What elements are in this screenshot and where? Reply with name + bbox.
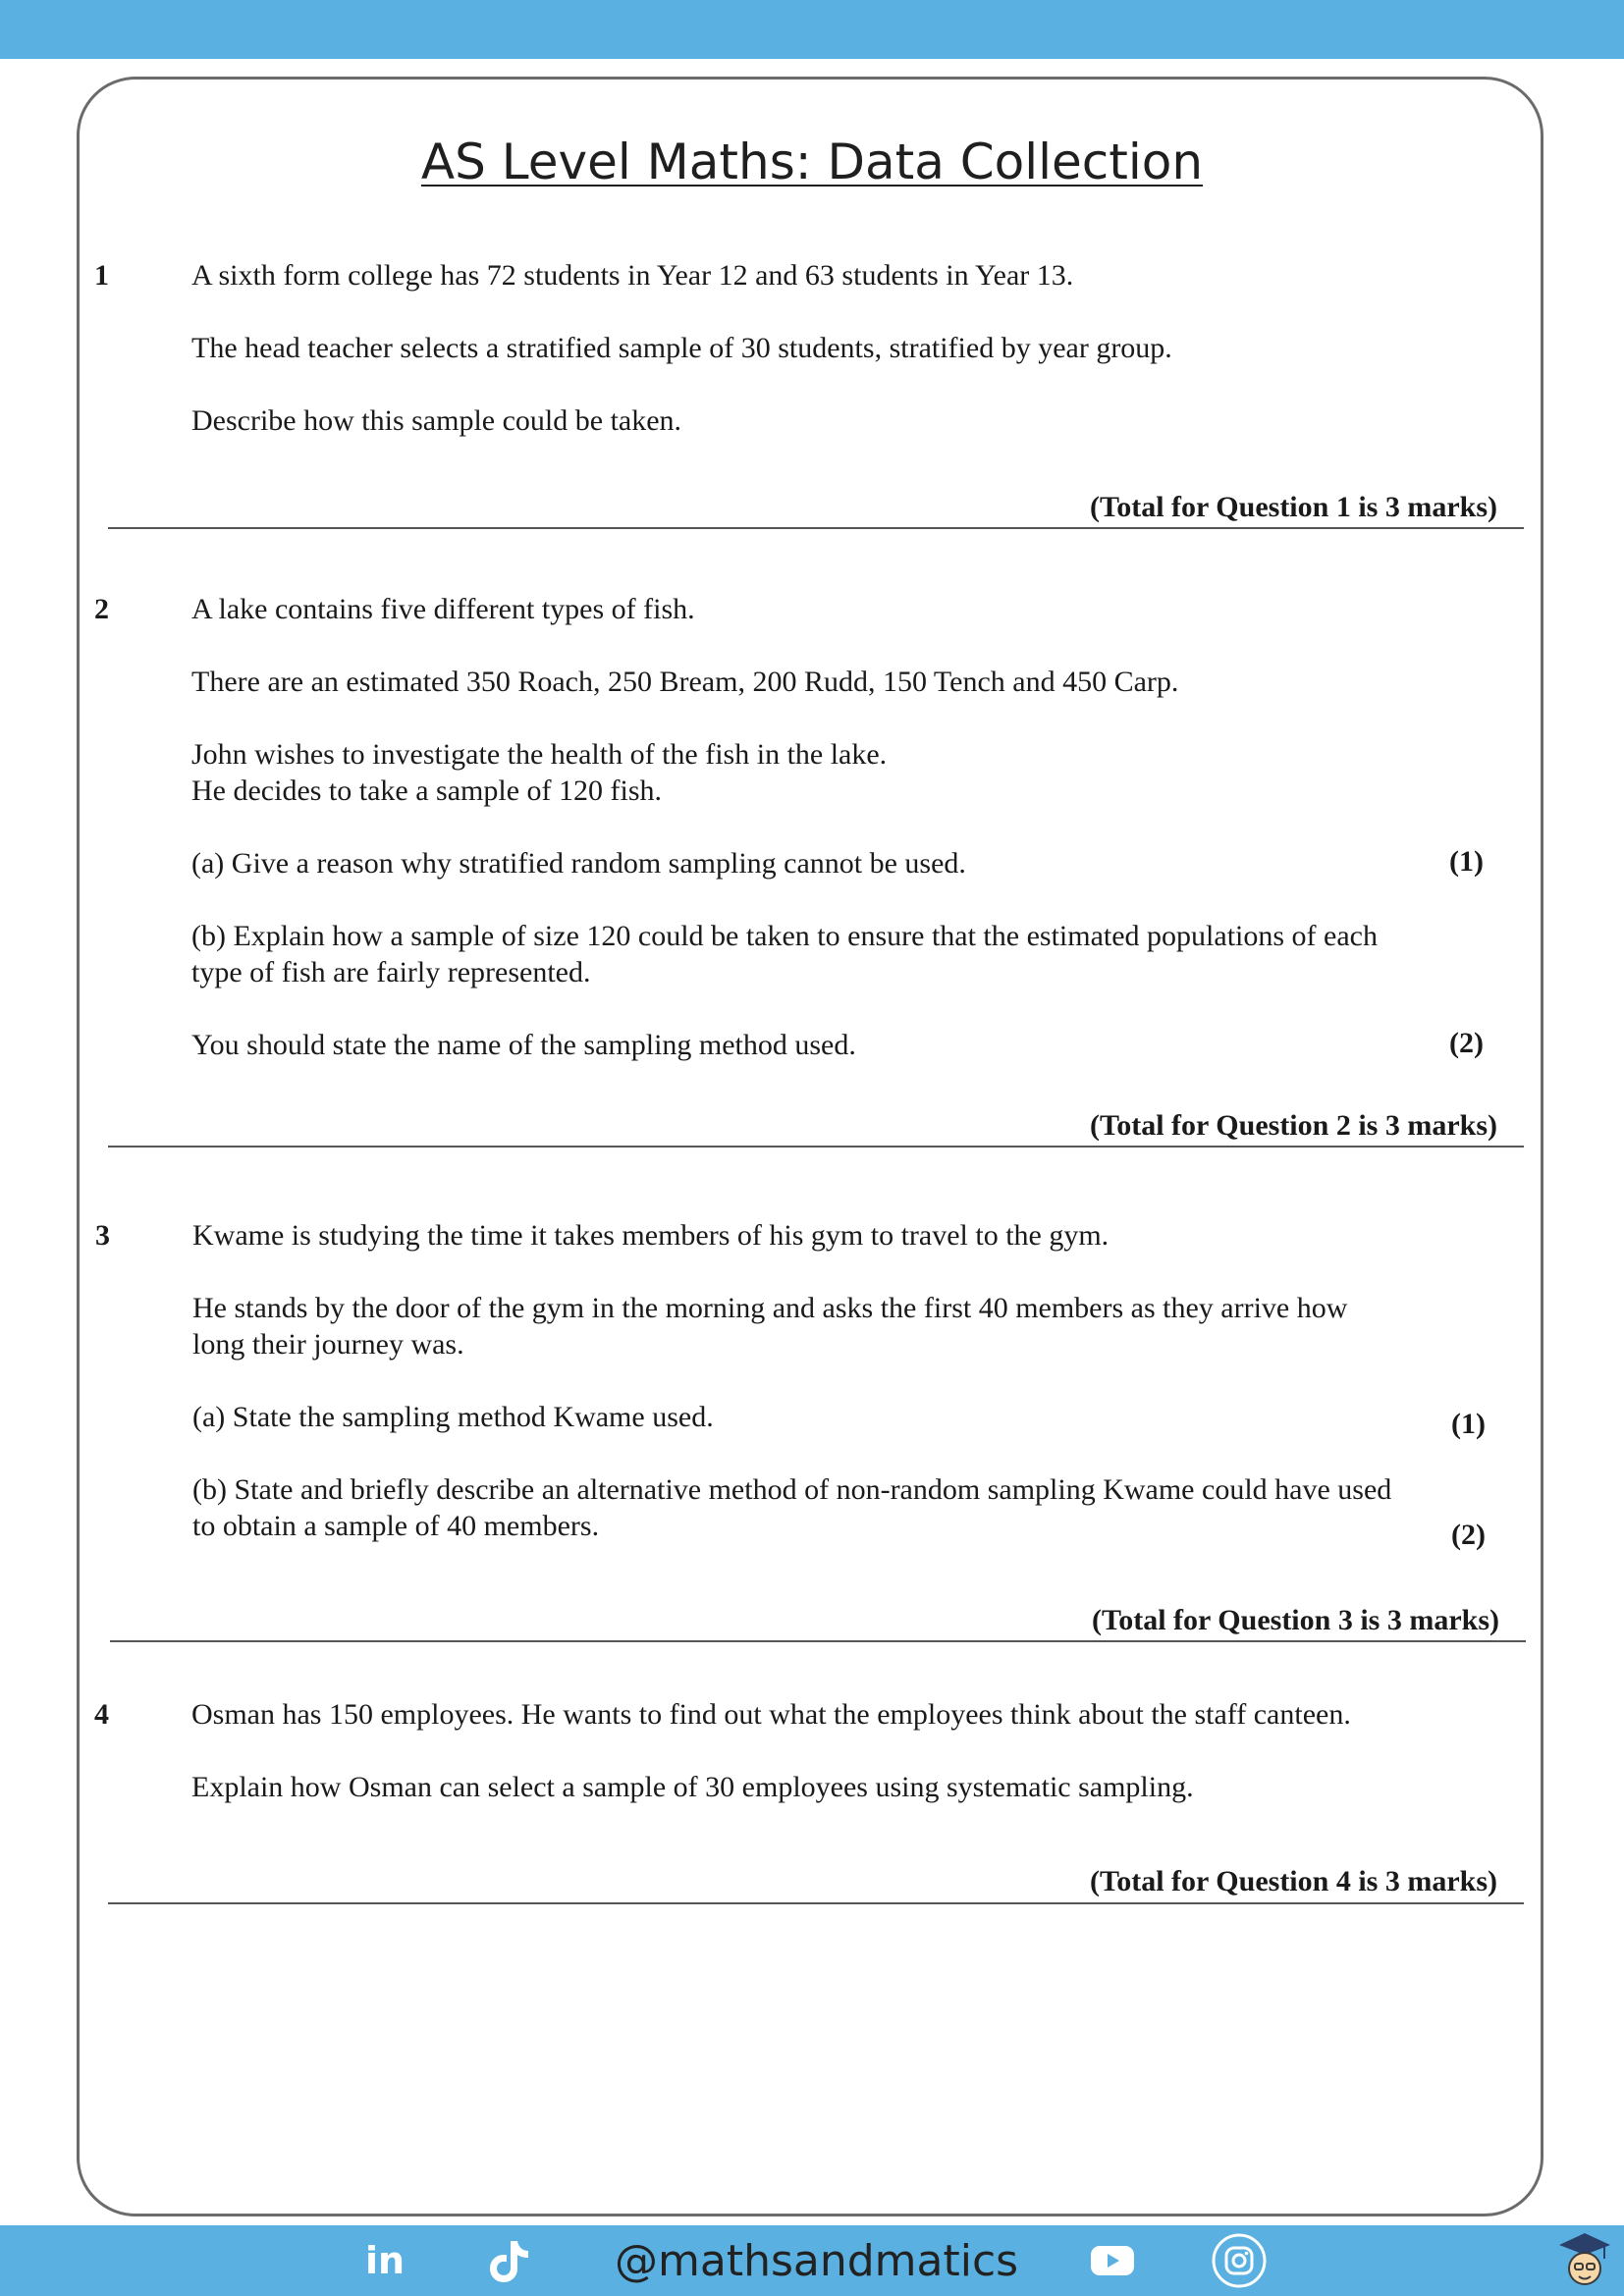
- youtube-glyph: [1090, 2244, 1135, 2277]
- question-4-divider: [108, 1902, 1524, 1904]
- question-2-number: 2: [94, 593, 109, 625]
- question-1-number: 1: [94, 259, 109, 292]
- instagram-icon[interactable]: [1212, 2225, 1267, 2296]
- question-3-line-3: long their journey was.: [192, 1328, 464, 1361]
- question-3-number: 3: [95, 1219, 110, 1252]
- question-2-part-b-cont: type of fish are fairly represented.: [191, 956, 591, 988]
- question-2-part-a-mark: (1): [1449, 845, 1484, 878]
- question-2-part-b: (b) Explain how a sample of size 120 could be taken to ensure that the estimated populations of each: [191, 920, 1378, 952]
- question-3-line-1: Kwame is studying the time it takes members of his gym to travel to the gym.: [192, 1219, 1110, 1252]
- youtube-icon[interactable]: [1090, 2225, 1135, 2296]
- question-4-total: (Total for Question 4 is 3 marks): [1089, 1865, 1497, 1897]
- question-2-line-2: There are an estimated 350 Roach, 250 Bream, 200 Rudd, 150 Tench and 450 Carp.: [191, 666, 1179, 698]
- instagram-glyph: [1212, 2233, 1267, 2288]
- tiktok-glyph: [487, 2237, 530, 2284]
- question-2-divider: [108, 1146, 1524, 1148]
- question-3-part-b-cont: to obtain a sample of 40 members.: [192, 1510, 600, 1542]
- question-3-part-a: (a) State the sampling method Kwame used.: [192, 1401, 714, 1433]
- question-2-total: (Total for Question 2 is 3 marks): [1089, 1109, 1497, 1142]
- question-3-part-a-mark: (1): [1451, 1408, 1486, 1440]
- question-1-line-1: A sixth form college has 72 students in Year 12 and 63 students in Year 13.: [191, 259, 1074, 292]
- question-2-part-b-mark: (2): [1449, 1027, 1484, 1059]
- question-2-line-method: You should state the name of the sampling method used.: [191, 1029, 856, 1061]
- question-4-line-1: Osman has 150 employees. He wants to find out what the employees think about the staff canteen.: [191, 1698, 1351, 1731]
- mascot-glyph: [1555, 2229, 1614, 2292]
- question-2-line-3: John wishes to investigate the health of the fish in the lake.: [191, 738, 888, 771]
- question-3-line-2: He stands by the door of the gym in the morning and asks the first 40 members as they arrive how: [192, 1292, 1348, 1324]
- mascot-logo: [1555, 2225, 1614, 2296]
- question-1-total: (Total for Question 1 is 3 marks): [1089, 491, 1497, 523]
- social-handle[interactable]: [615, 2225, 1018, 2296]
- question-4-line-2: Explain how Osman can select a sample of 30 employees using systematic sampling.: [191, 1771, 1194, 1803]
- linkedin-icon-text: in: [365, 2239, 406, 2282]
- social-handle-text: @mathsandmatics: [615, 2235, 1019, 2286]
- question-4-number: 4: [94, 1698, 109, 1731]
- question-3-part-b: (b) State and briefly describe an alternative method of non-random sampling Kwame could have used: [192, 1473, 1392, 1506]
- question-1-line-3: Describe how this sample could be taken.: [191, 404, 682, 437]
- tiktok-icon[interactable]: [487, 2225, 530, 2296]
- page-title: AS Level Maths: Data Collection: [420, 133, 1204, 190]
- question-3-total: (Total for Question 3 is 3 marks): [1091, 1604, 1499, 1636]
- question-1-divider: [108, 527, 1524, 529]
- question-2-line-4: He decides to take a sample of 120 fish.: [191, 774, 663, 807]
- question-2-line-1: A lake contains five different types of fish.: [191, 593, 695, 625]
- question-3-divider: [110, 1640, 1526, 1642]
- linkedin-icon[interactable]: [365, 2225, 405, 2296]
- question-3-part-b-mark: (2): [1451, 1519, 1486, 1551]
- question-1-line-2: The head teacher selects a stratified sample of 30 students, stratified by year group.: [191, 332, 1172, 364]
- question-2-part-a: (a) Give a reason why stratified random sampling cannot be used.: [191, 847, 966, 880]
- top-band: [0, 0, 1624, 59]
